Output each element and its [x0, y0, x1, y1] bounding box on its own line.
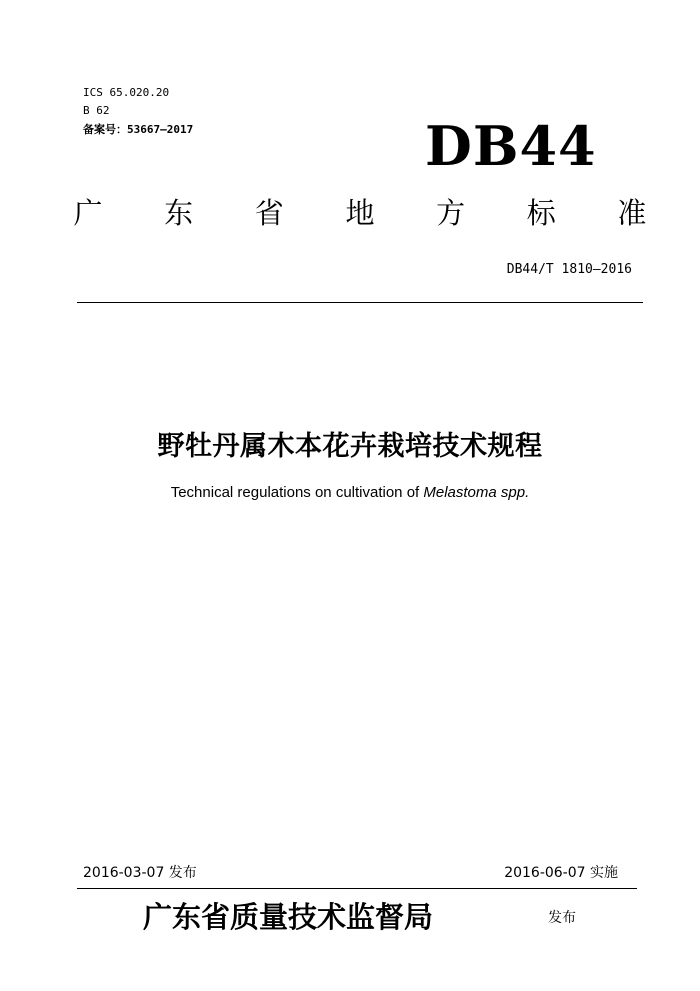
title-english-species: Melastoma spp. — [423, 484, 530, 501]
db44-logo: DB44 — [425, 114, 597, 178]
standard-type — [70, 193, 650, 233]
filing-number: 备案号：53667—2017 — [83, 123, 194, 136]
standard-type-char: 准 — [617, 196, 647, 230]
standard-type-char: 方 — [436, 196, 466, 230]
standard-type-char: 东 — [164, 196, 194, 230]
issuing-label: 发布 — [548, 910, 576, 926]
bottom-divider — [77, 888, 637, 889]
standard-type-char: 地 — [345, 196, 375, 230]
title-english-prefix: Technical regulations on cultivation of — [170, 484, 424, 501]
standard-type-char: 省 — [254, 196, 284, 230]
publish-date: 2016-03-07 发布 — [83, 865, 197, 881]
standard-type-char: 广 — [73, 196, 103, 230]
standard-number: DB44/T 1810—2016 — [506, 262, 632, 277]
ics-code: ICS 65.020.20 — [83, 86, 170, 99]
standard-type-char: 标 — [526, 196, 556, 230]
title-chinese: 野牡丹属木本花卉栽培技术规程 — [157, 431, 543, 462]
implement-date: 2016-06-07 实施 — [504, 865, 618, 881]
ccs-code: B 62 — [83, 104, 110, 117]
title-english — [0, 483, 700, 503]
issuing-authority: 广东省质量技术监督局 — [143, 900, 434, 934]
top-divider — [77, 302, 643, 303]
